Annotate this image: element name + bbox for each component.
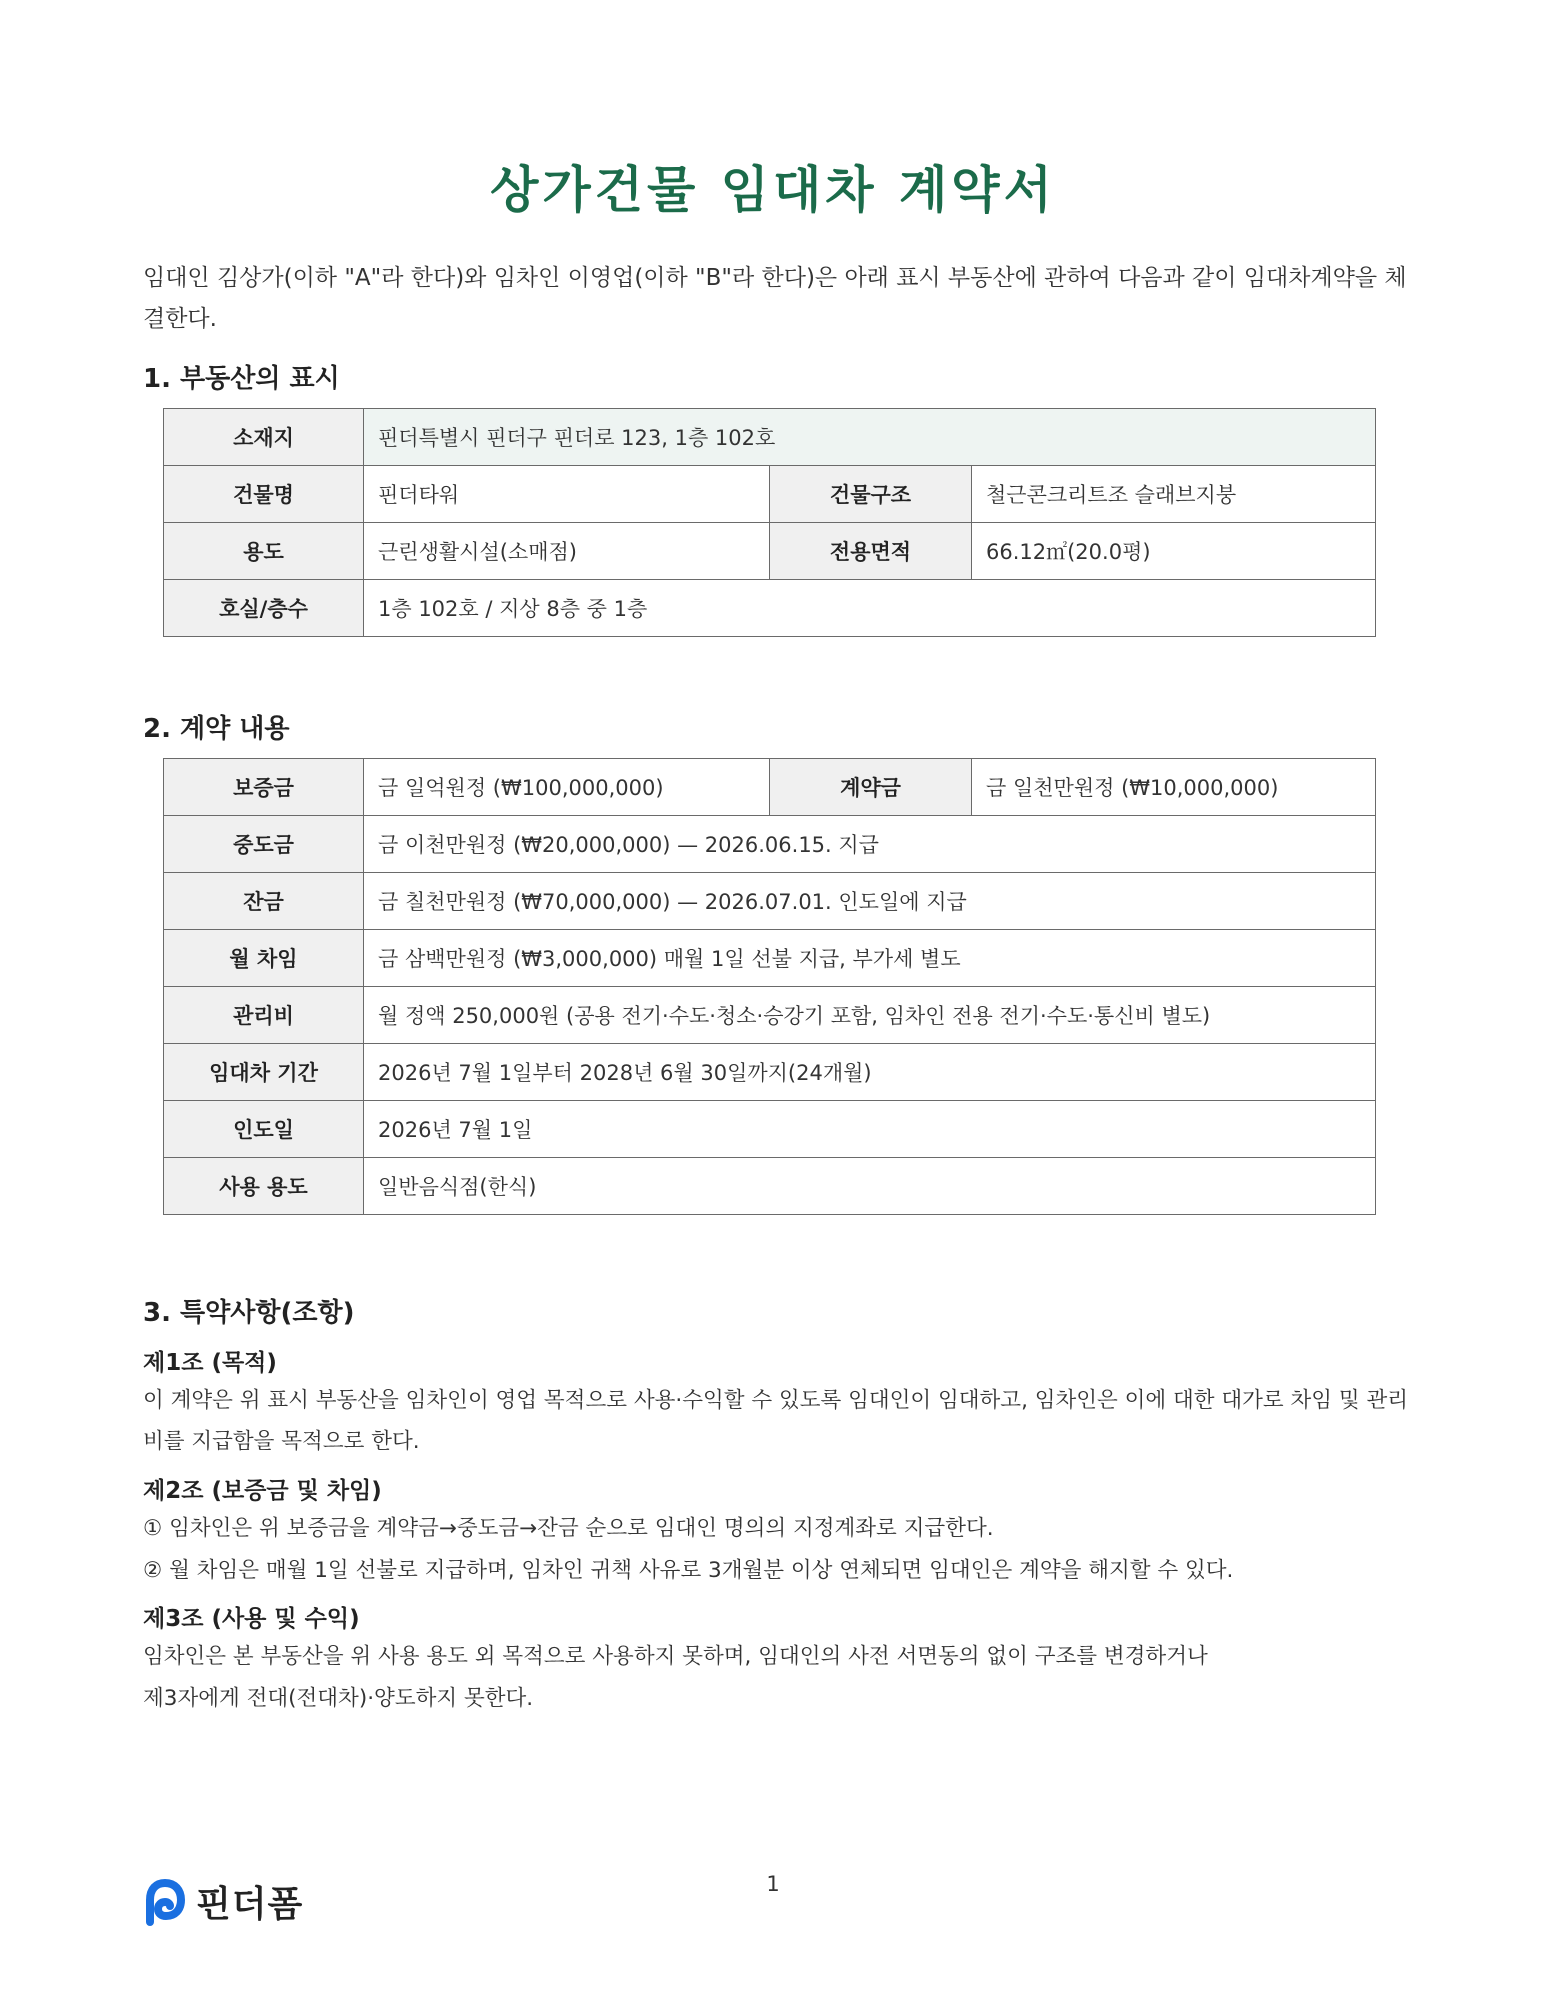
table-row — [164, 987, 1376, 1044]
article2-item2: ② 월 차임은 매월 1일 선불로 지급하며, 임차인 귀책 사유로 3개월분 이상 연체되면 임대인은 계약을 해지할 수 있다. — [143, 1558, 1234, 1583]
table-row — [164, 1044, 1376, 1101]
floor-value: 1층 102호 / 지상 8층 중 1층 — [364, 580, 1376, 637]
table-row — [164, 1101, 1376, 1158]
article2-item1: ① 임차인은 위 보증금을 계약금→중도금→잔금 순으로 임대인 명의의 지정계좌로 지급한다. — [143, 1516, 994, 1541]
deposit-value: 금 일억원정 (₩100,000,000) — [364, 759, 770, 816]
interim-value: 금 이천만원정 (₩20,000,000) — 2026.06.15. 지급 — [364, 816, 1376, 873]
table-row — [164, 930, 1376, 987]
page-number: 1 — [766, 1872, 780, 1896]
area-value: 66.12㎡(20.0평) — [972, 523, 1376, 580]
purpose-label: 사용 용도 — [164, 1158, 364, 1215]
building-value: 핀더타워 — [364, 466, 770, 523]
section1-heading: 1. 부동산의 표시 — [143, 364, 340, 394]
table-row — [164, 409, 1376, 466]
article3-title: 제3조 (사용 및 수익) — [143, 1606, 360, 1632]
management-fee-value: 월 정액 250,000원 (공용 전기·수도·청소·승강기 포함, 임차인 전용 전기·수도·통신비 별도) — [364, 987, 1376, 1044]
article1-text: 이 계약은 위 표시 부동산을 임차인이 영업 목적으로 사용·수익할 수 있도록 임대인이 임대하고, 임차인은 이에 대한 대가로 차임 및 관리비를 지급함을 목적으로 한다. — [143, 1388, 1409, 1454]
rent-value: 금 삼백만원정 (₩3,000,000) 매월 1일 선불 지급, 부가세 별도 — [364, 930, 1376, 987]
section3-heading: 3. 특약사항(조항) — [143, 1298, 355, 1328]
deposit-label: 보증금 — [164, 759, 364, 816]
handover-label: 인도일 — [164, 1101, 364, 1158]
article3-line2: 제3자에게 전대(전대차)·양도하지 못한다. — [143, 1686, 534, 1711]
structure-label: 건물구조 — [770, 466, 972, 523]
purpose-value: 일반음식점(한식) — [364, 1158, 1376, 1215]
article3-line1: 임차인은 본 부동산을 위 사용 용도 외 목적으로 사용하지 못하며, 임대인의 사전 서면동의 없이 구조를 변경하거나 — [143, 1644, 1208, 1669]
section2-heading: 2. 계약 내용 — [143, 714, 290, 744]
handover-value: 2026년 7월 1일 — [364, 1101, 1376, 1158]
lease-period-value: 2026년 7월 1일부터 2028년 6월 30일까지(24개월) — [364, 1044, 1376, 1101]
location-value: 핀더특별시 핀더구 핀더로 123, 1층 102호 — [364, 409, 1376, 466]
document-title: 상가건물 임대차 계약서 — [490, 161, 1056, 219]
table-row — [164, 873, 1376, 930]
rent-label: 월 차임 — [164, 930, 364, 987]
contract-terms-table — [163, 758, 1376, 1215]
structure-value: 철근콘크리트조 슬래브지붕 — [972, 466, 1376, 523]
lease-period-label: 임대차 기간 — [164, 1044, 364, 1101]
balance-label: 잔금 — [164, 873, 364, 930]
article1-title: 제1조 (목적) — [143, 1350, 277, 1376]
table-row — [164, 1158, 1376, 1215]
table-row — [164, 816, 1376, 873]
interim-label: 중도금 — [164, 816, 364, 873]
table-row — [164, 759, 1376, 816]
intro-paragraph: 임대인 김상가(이하 "A"라 한다)와 임차인 이영업(이하 "B"라 한다)은 아래 표시 부동산에 관하여 다음과 같이 임대차계약을 체결한다. — [143, 265, 1407, 332]
down-payment-label: 계약금 — [770, 759, 972, 816]
location-label: 소재지 — [164, 409, 364, 466]
logo-text: 핀더폼 — [196, 1884, 304, 1925]
table-row — [164, 466, 1376, 523]
area-label: 전용면적 — [770, 523, 972, 580]
building-label: 건물명 — [164, 466, 364, 523]
balance-value: 금 칠천만원정 (₩70,000,000) — 2026.07.01. 인도일에 지급 — [364, 873, 1376, 930]
floor-label: 호실/층수 — [164, 580, 364, 637]
table-row — [164, 580, 1376, 637]
article2-title: 제2조 (보증금 및 차임) — [143, 1478, 382, 1504]
down-payment-value: 금 일천만원정 (₩10,000,000) — [972, 759, 1376, 816]
use-label: 용도 — [164, 523, 364, 580]
table-row — [164, 523, 1376, 580]
management-fee-label: 관리비 — [164, 987, 364, 1044]
property-table — [163, 408, 1376, 637]
use-value: 근린생활시설(소매점) — [364, 523, 770, 580]
